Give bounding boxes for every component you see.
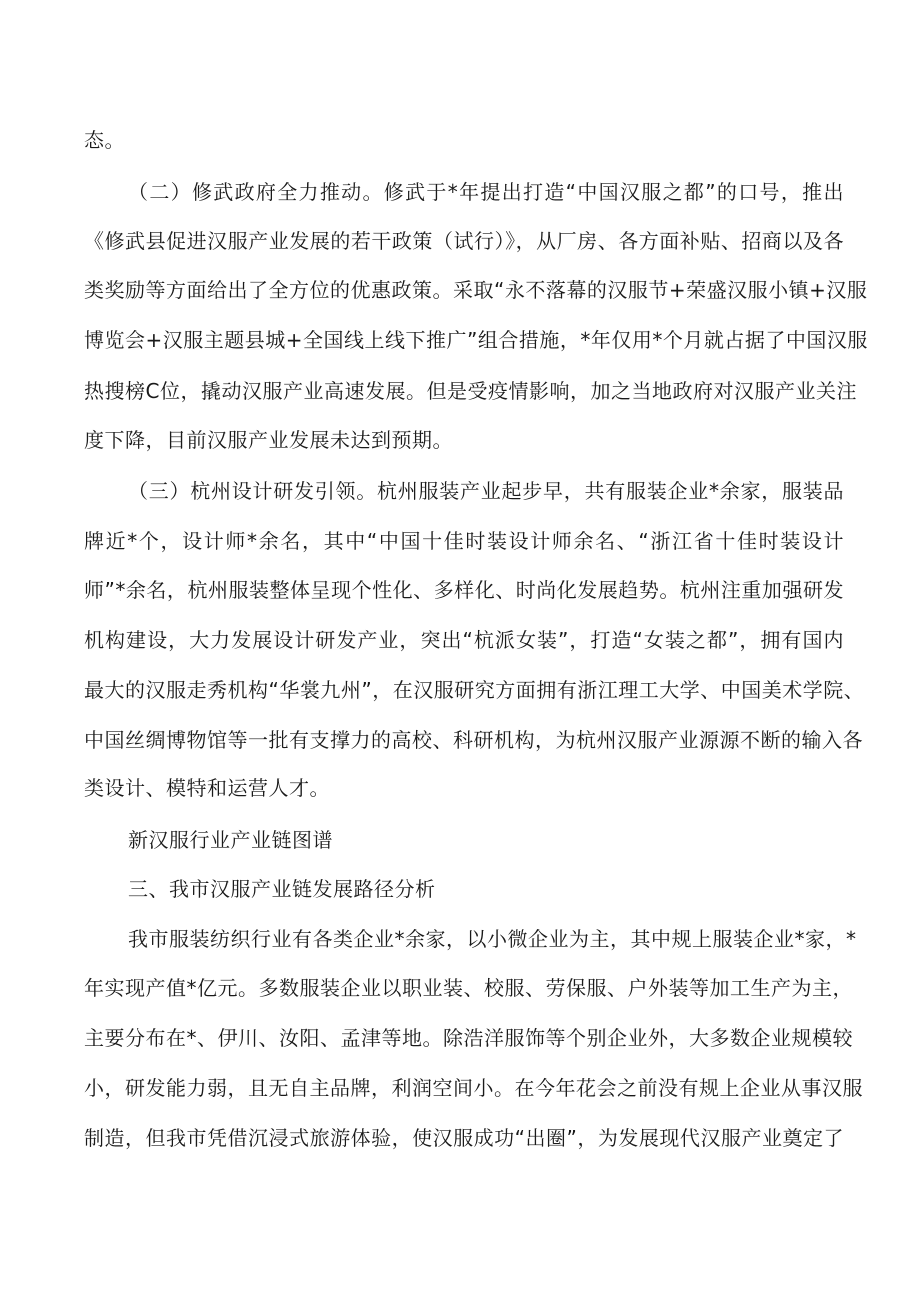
paragraph-line: 最大的汉服走秀机构“华裳九州”，在汉服研究方面拥有浙江理工大学、中国美术学院、 bbox=[84, 678, 865, 702]
paragraph-line: 度下降，目前汉服产业发展未达到预期。 bbox=[84, 428, 453, 452]
paragraph-line: 态。 bbox=[84, 128, 125, 152]
paragraph-line: （二）修武政府全力推动。修武于*年提出打造“中国汉服之都”的口号，推出 bbox=[128, 180, 844, 204]
paragraph-line: （三）杭州设计研发引领。杭州服装产业起步早，共有服装企业*余家，服装品 bbox=[128, 479, 844, 503]
paragraph-line: 制造，但我市凭借沉浸式旅游体验，使汉服成功“出圈”，为发展现代汉服产业奠定了 bbox=[84, 1126, 844, 1150]
paragraph-line: 年实现产值*亿元。多数服装企业以职业装、校服、劳保服、户外装等加工生产为主， bbox=[84, 976, 853, 1000]
section-heading: 三、我市汉服产业链发展路径分析 bbox=[128, 877, 436, 901]
paragraph-line: 小，研发能力弱，且无自主品牌，利润空间小。在今年花会之前没有规上企业从事汉服 bbox=[84, 1076, 863, 1100]
paragraph-line: 中国丝绸博物馆等一批有支撑力的高校、科研机构，为杭州汉服产业源源不断的输入各 bbox=[84, 728, 863, 752]
paragraph-line: 热搜榜C位，撬动汉服产业高速发展。但是受疫情影响，加之当地政府对汉服产业关注 bbox=[84, 379, 857, 403]
paragraph-line: 我市服装纺织行业有各类企业*余家，以小微企业为主，其中规上服装企业*家，* bbox=[128, 927, 857, 951]
figure-caption: 新汉服行业产业链图谱 bbox=[128, 828, 333, 852]
paragraph-line: 博览会+汉服主题县城+全国线上线下推广”组合措施，*年仅用*个月就占据了中国汉服 bbox=[84, 328, 868, 352]
paragraph-line: 主要分布在*、伊川、汝阳、孟津等地。除浩洋服饰等个别企业外，大多数企业规模较 bbox=[84, 1026, 853, 1050]
paragraph-line: 《修武县促进汉服产业发展的若干政策（试行）》，从厂房、各方面补贴、招商以及各 bbox=[84, 229, 844, 253]
paragraph-line: 机构建设，大力发展设计研发产业，突出“杭派女装”，打造“女装之都”，拥有国内 bbox=[84, 628, 844, 652]
paragraph-line: 师”*余名，杭州服装整体呈现个性化、多样化、时尚化发展趋势。杭州注重加强研发 bbox=[84, 578, 844, 602]
paragraph-line: 牌近*个，设计师*余名，其中“中国十佳时装设计师余名、“浙江省十佳时装设计 bbox=[84, 529, 844, 553]
paragraph-line: 类设计、模特和运营人才。 bbox=[84, 776, 330, 800]
paragraph-line: 类奖励等方面给出了全方位的优惠政策。采取“永不落幕的汉服节+荣盛汉服小镇+汉服 bbox=[84, 278, 868, 302]
